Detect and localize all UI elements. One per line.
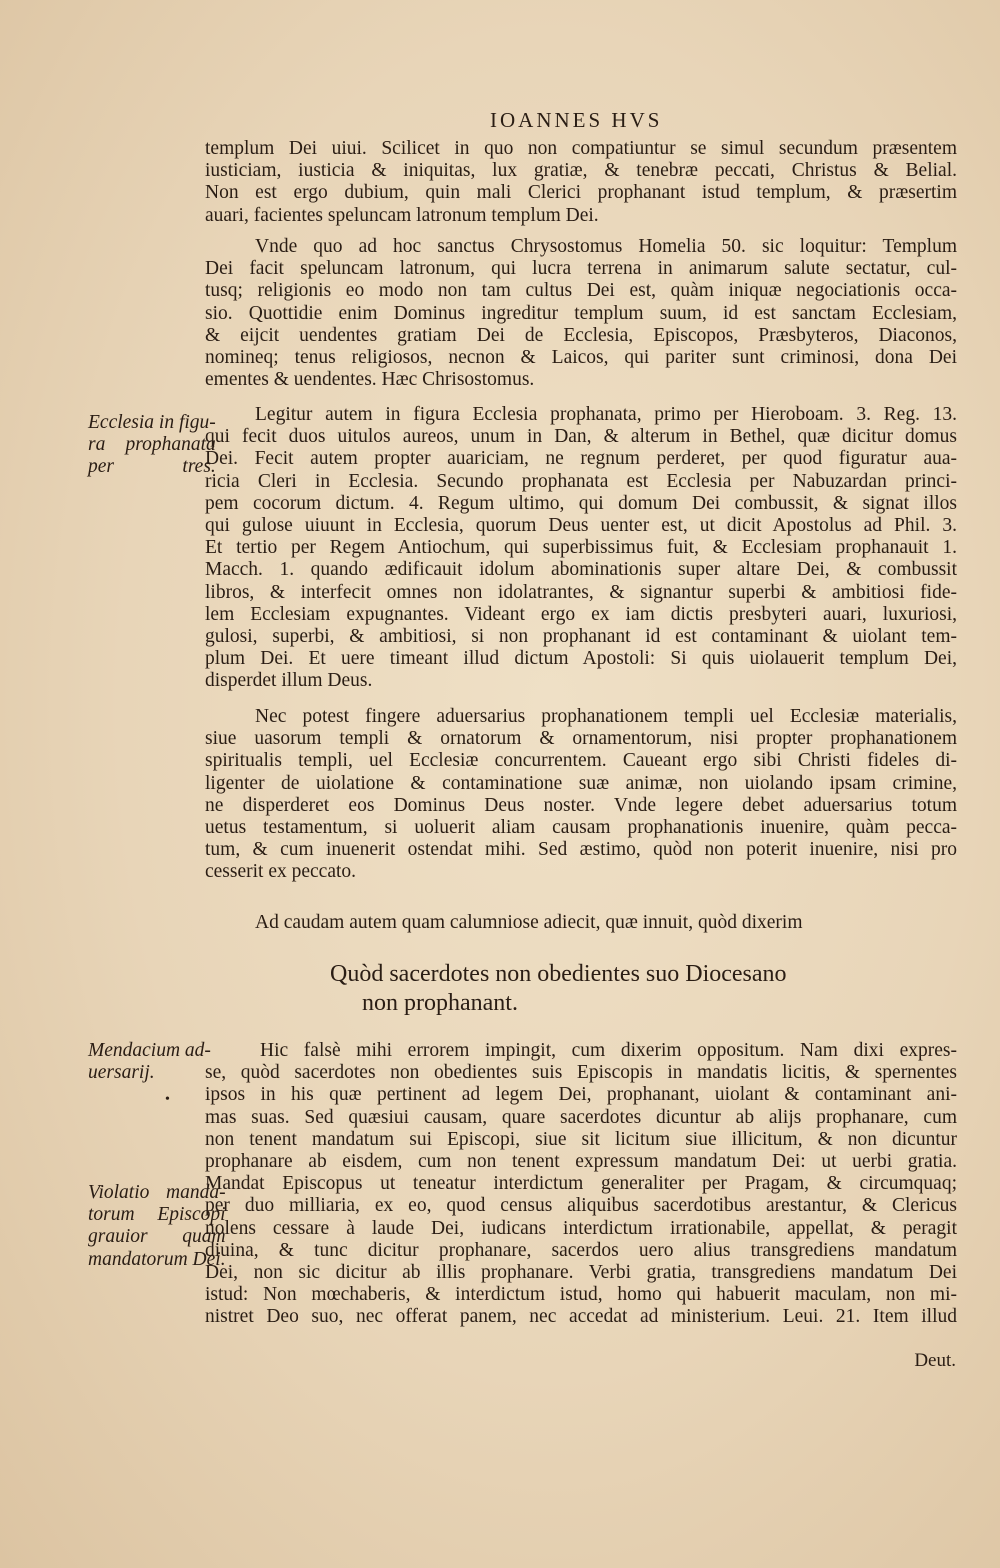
paragraph-2: Vnde quo ad hoc sanctus Chrysostomus Homelia 50. sic loquitur: Templum Dei facit speluncam latronum, qui lucra terrena in animarum salute sectatur, cul- tusq; religionis eo modo non tam cultus Dei est, quàm iniquæ negociationis occa- sio. Quottidie enim Dominus ingreditur templum suum, id est sanctam Ecclesiam, & eijcit uendentes gratiam Dei de Ecclesia, Episcopos, Præsbyteros, Diaconos, nomineq; tenus religiosos, necnon & Laicos, qui pariter sunt criminosi, dona Dei ementes & uendentes. Hæc Chrisostomus. <box>205 236 957 391</box>
paragraph-5: Ad caudam autem quam calumniose adiecit, quæ innuit, quòd dixerim <box>255 912 803 933</box>
marginal-note-2: Mendacium ad- uersarij. <box>88 1040 211 1084</box>
marginal-note-3: Violatio manda- torum Episcopi grauior quam mandatorum Dei. <box>88 1182 226 1270</box>
paragraph-4: Nec potest fingere aduersarius prophanationem templi uel Ecclesiæ materialis, siue uasorum templi & ornatorum & ornamentorum, nisi propter prophanationem spiritualis templi, uel Ecclesiæ concurrentem. Caueant ergo sibi Christi fideles di- ligenter de uiolatione & contaminatione suæ animæ, non uiolando ipsam crimine, ne disperderet eos Dominus Deus noster. Vnde legere debet aduersarius totum uetus testamentum, si uoluerit aliam causam prophanationis inuenire, quàm pecca- tum, & cum inuenerit ostendat mihi. Sed æstimo, quòd non poterit inuenire, nisi pro cesserit ex peccato. <box>205 706 957 883</box>
bullet-mark: • <box>165 1092 170 1107</box>
paragraph-6: Hic falsè mihi errorem impingit, cum dixerim oppositum. Nam dixi expres- se, quòd sacerdotes non obedientes suis Episcopis in mandatis licitis, & spernentes ipsos in his quæ pertinent ad legem Dei, prophanant, uiolant & contaminant ani- mas suas. Sed quæsiui causam, quare sacerdotes dicuntur ab alijs prophanare, cum non tenent mandatum sui Episcopi, siue sit licitum siue illicitum, & non dicuntur prophanare ab eisdem, cum non tenent expressum mandatum Dei: ut uerbi gratia. Mandat Episcopus ut teneatur interdictum generaliter per Pragam, & circumquaq; per duo milliaria, ex eo, quod census aliquibus sacerdotibus arestantur, & Clericus nolens cessare à laude Dei, iudicans interdictum irrationabile, appellat, & peragit diuina, & tunc dicitur prophanare, sacerdos uero alius transgrediens mandatum Dei, non sic dicitur ab illis prophanare. Verbi gratia, transgrediens mandatum Dei istud: Non mœchaberis, & interdictum istud, homo qui habuerit maculam, non mi- nistret Deo suo, nec offerat panem, nec accedat ad ministerium. Leui. 21. Item illud <box>205 1040 957 1328</box>
catchword: Deut. <box>914 1350 956 1371</box>
paragraph-1: templum Dei uiui. Scilicet in quo non compatiuntur se simul secundum præsentem iusticiam, iusticia & iniquitas, lux gratiæ, & tenebræ peccati, Christus & Belial. Non est ergo dubium, quin mali Clerici prophanant istud templum, & præsertim auari, facientes speluncam latronum templum Dei. <box>205 138 957 226</box>
marginal-note-1: Ecclesia in figu- ra prophanata per tres. <box>88 412 216 478</box>
section-heading: Quòd sacerdotes non obedientes suo Diocesano non prophanant. <box>330 961 787 1016</box>
running-title: IOANNES HVS <box>490 108 663 132</box>
paragraph-3: Legitur autem in figura Ecclesia prophanata, primo per Hieroboam. 3. Reg. 13. qui fecit duos uitulos aureos, unum in Dan, & alterum in Bethel, quæ dicitur domus Dei. Fecit autem propter auariciam, ne regnum perderet, per quod figuratur aua- ricia Cleri in Ecclesia. Secundo prophanata est Ecclesia per Nabuzardan princi- pem cocorum dictum. 4. Regum ultimo, qui domum Dei combussit, & signat illos qui gulose uiuunt in Ecclesia, quorum Deus uenter est, ut dicit Apostolus ad Phil. 3. Et tertio per Regem Antiochum, qui superbissimus fuit, & Ecclesiam prophanauit 1. Macch. 1. quando ædificauit idolum abominationis super altare Dei, & combussit libros, & interfecit omnes non idolatrantes, & signantur superbi & ambitiosi fide- lem Ecclesiam expugnantes. Videant ergo ex iam dictis presbyteri auari, luxuriosi, gulosi, superbi, & ambitiosi, si non prophanant id est contaminant & uiolant tem- plum Dei. Et uere timeant illud dictum Apostoli: Si quis uiolauerit templum Dei, disperdet illum Deus. <box>205 404 957 692</box>
